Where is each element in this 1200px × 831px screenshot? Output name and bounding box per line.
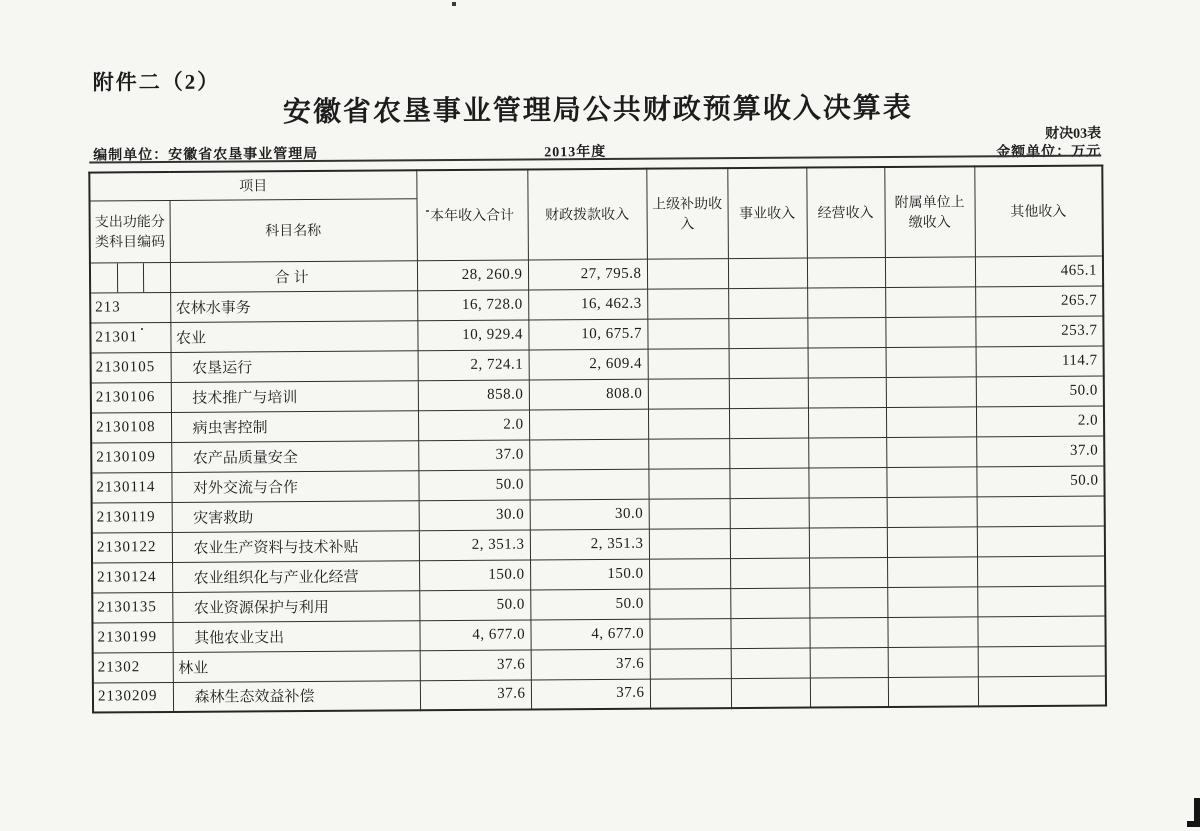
cell-operating (807, 317, 885, 348)
cell-affiliated (886, 406, 976, 437)
cell-business (729, 348, 808, 379)
prepared-by-label: 编制单位：安徽省农垦事业管理局 (93, 146, 319, 164)
cell-operating (808, 437, 886, 468)
cell-operating (807, 287, 885, 318)
cell-operating (808, 467, 886, 498)
header-col-affiliated: 附属单位上缴收入 (884, 166, 975, 257)
row-code: 2130108 (96, 418, 156, 436)
cell-operating (809, 587, 887, 618)
cell-superior (648, 438, 729, 469)
row-code-cell (93, 682, 173, 713)
amount-unit-label: 金额单位：万元 (996, 144, 1102, 161)
cell-fiscal: 50.0 (530, 589, 649, 620)
row-code: 2130119 (96, 508, 156, 526)
cell-affiliated (888, 646, 978, 677)
cell-affiliated (886, 436, 976, 467)
cell-fiscal (529, 409, 648, 440)
header-code: 支出功能分类科目编码 (90, 200, 170, 263)
cell-business (730, 618, 809, 649)
cell-business (729, 468, 808, 499)
cell-affiliated (886, 376, 976, 407)
row-subject-name: 森林生态效益补偿 (173, 680, 420, 712)
row-code-cell (92, 562, 172, 593)
header-col-fiscal: 财政拨款收入 (527, 169, 647, 260)
row-code: 2130135 (97, 598, 157, 616)
header-col-other: 其他收入 (974, 165, 1103, 256)
cell-other: 465.1 (975, 255, 1103, 286)
cell-fiscal: 27, 795.8 (528, 259, 647, 290)
row-code-cell (90, 292, 170, 323)
row-code: 2130199 (97, 628, 158, 646)
header-row-project (89, 165, 1102, 200)
row-subject-name: 其他农业支出 (172, 620, 419, 652)
row-code: 2130209 (97, 688, 158, 705)
attachment-label: 附件二（2） (92, 69, 221, 95)
row-code-cell (91, 442, 171, 473)
header-col-total: 本年收入合计 (416, 170, 528, 261)
row-subject-name: 合计 (170, 260, 417, 292)
cell-superior (647, 288, 728, 319)
cell-total: 858.0 (418, 379, 529, 410)
row-subject-name: 农业 (170, 320, 417, 352)
cell-fiscal: 2, 609.4 (529, 349, 648, 380)
row-code-cell (91, 472, 171, 503)
cell-fiscal: 808.0 (529, 379, 648, 410)
cell-superior (649, 498, 730, 529)
cell-other: 50.0 (976, 375, 1104, 406)
cell-other: 50.0 (976, 465, 1104, 496)
cell-superior (650, 678, 731, 709)
row-code-cell (90, 262, 170, 293)
cell-business (728, 258, 807, 289)
cell-other (978, 675, 1106, 706)
row-code-cell (91, 412, 171, 443)
cell-total: 37.0 (418, 439, 529, 470)
cell-business (728, 318, 807, 349)
cell-operating (809, 617, 887, 648)
cell-total: 4, 677.0 (419, 619, 530, 650)
cell-affiliated (886, 466, 976, 497)
cell-affiliated (885, 286, 975, 317)
year-label: 2013年度 (544, 144, 607, 161)
row-subject-name: 农业组织化与产业化经营 (172, 560, 419, 592)
cell-superior (649, 588, 730, 619)
cell-affiliated (887, 556, 977, 587)
cell-business (729, 408, 808, 439)
cell-fiscal: 16, 462.3 (528, 289, 647, 320)
cell-affiliated (887, 526, 977, 557)
cell-operating (808, 407, 886, 438)
cell-superior (648, 348, 729, 379)
cell-fiscal: 37.6 (531, 649, 650, 680)
cell-fiscal (529, 439, 648, 470)
code-subcells (91, 263, 170, 293)
cell-total: 50.0 (418, 469, 529, 500)
header-project: 项目 (89, 170, 416, 200)
cell-superior (647, 318, 728, 349)
cell-affiliated (887, 496, 977, 527)
row-subject-name: 农产品质量安全 (171, 440, 418, 472)
cell-operating (809, 497, 887, 528)
cell-operating (809, 527, 887, 558)
cell-superior (648, 408, 729, 439)
cell-other (977, 555, 1105, 586)
cell-affiliated (887, 586, 977, 617)
scan-edge-mark (1187, 821, 1200, 827)
cell-operating (810, 647, 888, 678)
form-code-label: 财决03表 (1045, 126, 1102, 142)
cell-business (730, 528, 809, 559)
cell-business (729, 438, 808, 469)
cell-other: 265.7 (975, 285, 1103, 316)
row-code-cell (92, 502, 172, 533)
cell-superior (648, 378, 729, 409)
cell-fiscal: 30.0 (530, 499, 649, 530)
header-subject-name: 科目名称 (170, 198, 417, 262)
row-code-cell (92, 592, 172, 623)
cell-fiscal: 4, 677.0 (530, 619, 649, 650)
row-code-cell (93, 652, 173, 683)
row-subject-name: 农垦运行 (171, 350, 418, 382)
row-code: 2130106 (95, 388, 156, 406)
cell-business (729, 378, 808, 409)
cell-total: 16, 728.0 (417, 289, 528, 320)
row-code: 2130105 (95, 358, 156, 376)
cell-business (730, 588, 809, 619)
page-title: 安徽省农垦事业管理局公共财政预算收入决算表 (282, 91, 913, 128)
cell-superior (648, 468, 729, 499)
cell-total: 28, 260.9 (417, 259, 528, 290)
row-code-cell (90, 322, 170, 353)
cell-total: 37.6 (420, 679, 531, 710)
cell-total: 37.6 (420, 649, 531, 680)
row-subject-name: 农业生产资料与技术补贴 (172, 530, 419, 562)
cell-total: 2, 351.3 (419, 529, 530, 560)
cell-superior (649, 528, 730, 559)
cell-other (977, 495, 1105, 526)
cell-fiscal: 2, 351.3 (530, 529, 649, 560)
revenue-table (88, 164, 1107, 713)
row-code: 2130114 (96, 478, 156, 496)
cell-total: 10, 929.4 (417, 319, 528, 350)
row-code: 21301 (95, 328, 139, 346)
row-subject-name: 农林水事务 (170, 290, 417, 322)
cell-operating (809, 557, 887, 588)
cell-fiscal (529, 469, 648, 500)
cell-business (731, 678, 810, 709)
row-code: 21302 (97, 658, 141, 676)
cell-fiscal: 37.6 (531, 679, 650, 710)
cell-operating (810, 677, 888, 708)
cell-superior (649, 558, 730, 589)
row-subject-name: 灾害救助 (172, 500, 419, 532)
row-subject-name: 病虫害控制 (171, 410, 418, 442)
cell-affiliated (885, 256, 975, 287)
row-code-cell (92, 532, 172, 563)
header-col-superior: 上级补助收入 (646, 168, 728, 259)
row-subject-name: 农业资源保护与利用 (172, 590, 419, 622)
cell-total: 150.0 (419, 559, 530, 590)
header-col-business: 事业收入 (727, 168, 807, 259)
cell-affiliated (887, 616, 977, 647)
cell-superior (649, 618, 730, 649)
cell-fiscal: 10, 675.7 (528, 319, 647, 350)
cell-affiliated (885, 316, 975, 347)
cell-superior (650, 648, 731, 679)
cell-superior (647, 258, 728, 289)
cell-operating (808, 377, 886, 408)
scan-speck (141, 328, 143, 330)
cell-total: 2.0 (418, 409, 529, 440)
cell-business (728, 288, 807, 319)
cell-total: 50.0 (419, 589, 530, 620)
cell-affiliated (888, 676, 978, 707)
table-body (90, 255, 1106, 712)
cell-business (730, 498, 809, 529)
scan-speck (426, 210, 429, 212)
table-row (93, 675, 1106, 712)
cell-other: 37.0 (976, 435, 1104, 466)
cell-other (978, 645, 1106, 676)
cell-total: 30.0 (419, 499, 530, 530)
cell-other (977, 615, 1105, 646)
row-code: 2130109 (96, 448, 156, 466)
cell-operating (807, 257, 885, 288)
row-subject-name: 技术推广与培训 (171, 380, 418, 412)
row-subject-name: 林业 (173, 650, 420, 682)
row-subject-name: 对外交流与合作 (171, 470, 418, 502)
row-code-cell (91, 352, 171, 383)
row-code-cell (92, 622, 172, 653)
row-code-cell (91, 382, 171, 413)
cell-other (977, 585, 1105, 616)
cell-operating (808, 347, 886, 378)
header-col-operating: 经营收入 (806, 167, 885, 258)
cell-other: 253.7 (975, 315, 1103, 346)
cell-business (731, 648, 810, 679)
row-code: 2130124 (97, 568, 157, 586)
cell-total: 2, 724.1 (418, 349, 529, 380)
cell-other (977, 525, 1105, 556)
cell-fiscal: 150.0 (530, 559, 649, 590)
cell-affiliated (886, 346, 976, 377)
row-code: 2130122 (96, 538, 157, 556)
scan-speck (452, 2, 456, 6)
cell-business (730, 558, 809, 589)
cell-other: 114.7 (976, 345, 1104, 376)
row-code: 213 (95, 298, 121, 316)
cell-other: 2.0 (976, 405, 1104, 436)
